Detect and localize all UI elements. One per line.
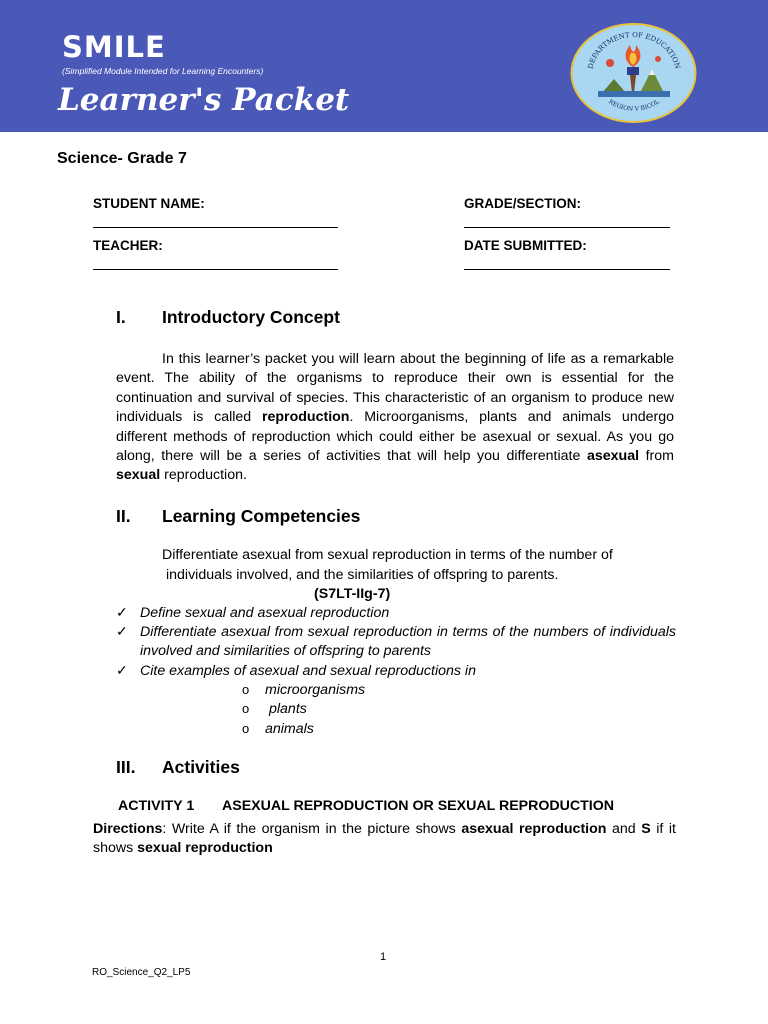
subject-title: Science- Grade 7 (57, 150, 187, 167)
intro-bold-reproduction: reproduction (261, 409, 350, 426)
circle-bullet-icon: o (242, 682, 250, 697)
date-submitted-label: DATE SUBMITTED: (464, 238, 587, 253)
directions-bold-s: S (641, 821, 651, 837)
teacher-line (93, 269, 338, 270)
competency-line-1: Differentiate asexual from sexual reproduction in terms of the number of (162, 547, 613, 563)
checkmark-icon: ✓ (116, 624, 128, 640)
grade-section-label: GRADE/SECTION: (464, 196, 582, 211)
sub-objective-item (242, 701, 307, 717)
directions-bold-sexual: sexual reproduction (137, 840, 273, 857)
svg-text:DEPARTMENT OF EDUCATION: DEPARTMENT OF EDUCATION (586, 30, 682, 70)
sub-objective-text: animals (265, 721, 314, 737)
activity-label: ACTIVITY 1 (118, 798, 195, 814)
svg-text:REGION V BICOL: REGION V BICOL (607, 98, 661, 113)
directions-text-3: if it shows (93, 821, 676, 857)
directions-text-1: : Write A if the organism in the picture shows (162, 821, 462, 837)
intro-text-2: . Microorganisms, plants and animals undergo different methods of reproduction which could either be asexual or sexual. As you go along, there will be a series of activities that will help you differentiate (116, 409, 675, 465)
intro-bold-asexual: asexual (586, 448, 640, 465)
section-competencies-number: II. (116, 506, 131, 526)
directions-paragraph (93, 820, 676, 859)
directions-label: Directions (93, 821, 163, 837)
deped-region-seal-logo (570, 23, 697, 123)
section-competencies-title: Learning Competencies (162, 506, 361, 526)
checkmark-icon: ✓ (116, 605, 128, 621)
objective-text: Define sexual and asexual reproduction (140, 605, 390, 621)
header-banner (0, 0, 768, 132)
circle-bullet-icon: o (242, 701, 250, 716)
intro-bold-sexual: sexual (116, 467, 161, 484)
activity-title: ASEXUAL REPRODUCTION OR SEXUAL REPRODUCTION (222, 798, 615, 814)
activity-heading (118, 798, 615, 814)
competency-code: (S7LT-IIg-7) (314, 586, 391, 602)
directions-text-2: and (606, 821, 642, 837)
objective-text: Cite examples of asexual and sexual reproductions in (140, 663, 476, 679)
packet-title: Learner's Packet (58, 82, 350, 118)
intro-text-3: from (639, 448, 674, 465)
sub-objective-item (242, 682, 365, 698)
objective-item (116, 604, 676, 623)
student-name-line (93, 227, 338, 228)
section-activities-title: Activities (162, 757, 240, 777)
section-activities-number: III. (116, 757, 136, 777)
date-submitted-line (464, 269, 670, 270)
objective-item (116, 662, 676, 681)
grade-section-line (464, 227, 670, 228)
intro-text-1: In this learner’s packet you will learn about the beginning of life as a remarkable event. The ability of the organisms to reproduce their own is essential for the continuation and survival of species. This characteristic of an organism to produce new individuals is called (116, 351, 674, 426)
sub-objective-text: plants (269, 701, 307, 717)
sub-objective-item (242, 721, 314, 737)
brand-title: SMILE (62, 30, 166, 64)
objective-text: Differentiate asexual from sexual reproduction in terms of the numbers of individuals involved and similarities of offspring to parents (140, 624, 676, 660)
brand-subtitle: (Simplified Module Intended for Learning Encounters) (62, 66, 264, 76)
directions-bold-asexual: asexual reproduction (461, 821, 607, 837)
section-intro-title: Introductory Concept (162, 307, 340, 327)
competency-line-2: individuals involved, and the similarities of offspring to parents. (166, 567, 559, 583)
page-number: 1 (380, 951, 387, 963)
teacher-label: TEACHER: (93, 238, 163, 253)
intro-text-4: reproduction. (160, 467, 247, 484)
intro-paragraph (116, 350, 674, 486)
section-intro-number: I. (116, 307, 126, 327)
checkmark-icon: ✓ (116, 663, 128, 679)
circle-bullet-icon: o (242, 721, 250, 736)
sub-objective-text: microorganisms (265, 682, 366, 698)
student-name-label: STUDENT NAME: (93, 196, 205, 211)
document-code: RO_Science_Q2_LP5 (92, 967, 191, 978)
objective-item (116, 623, 676, 662)
